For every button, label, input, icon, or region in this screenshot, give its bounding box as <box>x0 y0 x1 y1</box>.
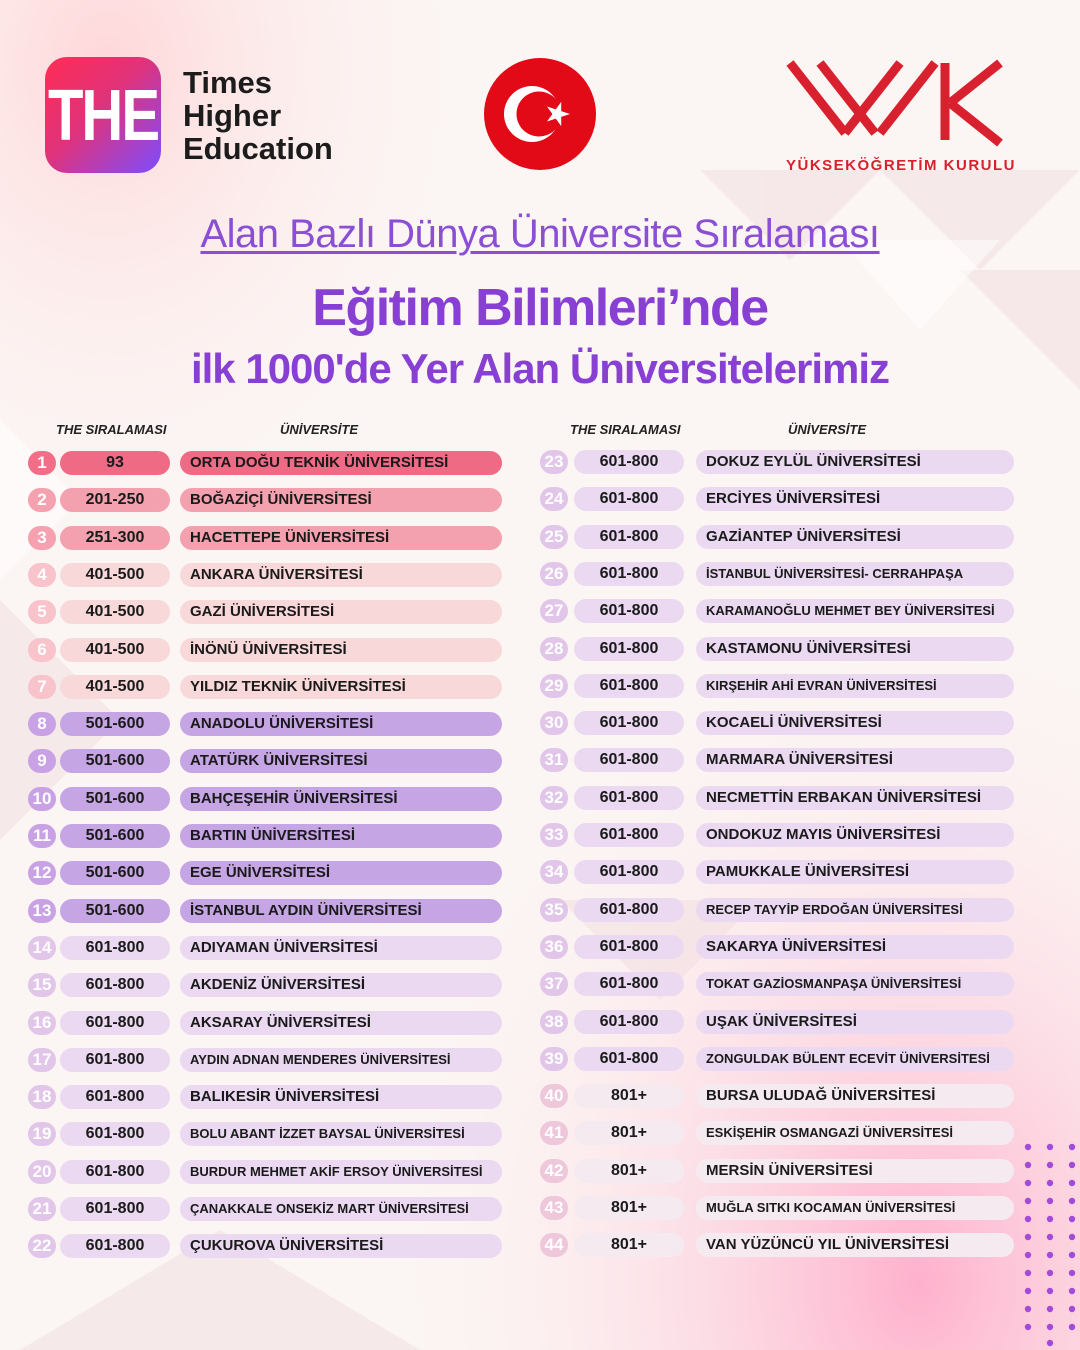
ranking-row <box>540 1233 1015 1257</box>
the-rank: 601-800 <box>574 860 684 884</box>
the-rank: 601-800 <box>574 786 684 810</box>
row-number: 5 <box>28 600 56 624</box>
ranking-row <box>540 748 1015 772</box>
the-rank: 601-800 <box>574 562 684 586</box>
university-name: MARMARA ÜNİVERSİTESİ <box>696 748 1014 772</box>
the-rank: 401-500 <box>60 600 170 624</box>
title-line-3: ilk 1000'de Yer Alan Üniversitelerimiz <box>190 345 890 392</box>
the-rank: 601-800 <box>60 936 170 960</box>
the-rank: 501-600 <box>60 749 170 773</box>
ranking-row <box>28 526 503 550</box>
ranking-row <box>540 562 1015 586</box>
university-name: MERSİN ÜNİVERSİTESİ <box>696 1159 1014 1183</box>
left-rank-header: THE SIRALAMASI <box>56 422 167 437</box>
university-name: HACETTEPE ÜNİVERSİTESİ <box>180 526 502 550</box>
turkish-flag-icon <box>484 58 596 170</box>
row-number: 11 <box>28 824 56 848</box>
the-rank: 601-800 <box>574 674 684 698</box>
university-name: AKSARAY ÜNİVERSİTESİ <box>180 1011 502 1035</box>
ranking-row <box>540 898 1015 922</box>
row-number: 42 <box>540 1159 568 1183</box>
row-number: 28 <box>540 637 568 661</box>
ranking-row <box>28 1122 503 1146</box>
ranking-row <box>28 861 503 885</box>
ranking-row <box>540 674 1015 698</box>
university-name: ORTA DOĞU TEKNİK ÜNİVERSİTESİ <box>180 451 502 475</box>
university-name: ATATÜRK ÜNİVERSİTESİ <box>180 749 502 773</box>
the-rank: 401-500 <box>60 675 170 699</box>
university-name: BOĞAZİÇİ ÜNİVERSİTESİ <box>180 488 502 512</box>
ranking-row <box>540 599 1015 623</box>
university-name: ÇANAKKALE ONSEKİZ MART ÜNİVERSİTESİ <box>180 1197 502 1221</box>
the-rank: 401-500 <box>60 563 170 587</box>
ranking-row <box>540 860 1015 884</box>
university-name: BARTIN ÜNİVERSİTESİ <box>180 824 502 848</box>
university-name: ZONGULDAK BÜLENT ECEVİT ÜNİVERSİTESİ <box>696 1047 1014 1071</box>
ranking-row <box>540 972 1015 996</box>
the-rank: 601-800 <box>60 1234 170 1258</box>
the-rank: 801+ <box>574 1159 684 1183</box>
row-number: 15 <box>28 973 56 997</box>
ranking-row <box>540 1159 1015 1183</box>
university-name: KASTAMONU ÜNİVERSİTESİ <box>696 637 1014 661</box>
ranking-row <box>540 1010 1015 1034</box>
university-name: BAHÇEŞEHİR ÜNİVERSİTESİ <box>180 787 502 811</box>
ranking-row <box>28 488 503 512</box>
row-number: 19 <box>28 1122 56 1146</box>
the-word-1: Times <box>183 65 273 100</box>
ranking-row <box>540 487 1015 511</box>
ranking-row <box>28 600 503 624</box>
ranking-row <box>28 1085 503 1109</box>
ranking-row <box>28 824 503 848</box>
university-name: AYDIN ADNAN MENDERES ÜNİVERSİTESİ <box>180 1048 502 1072</box>
university-name: ONDOKUZ MAYIS ÜNİVERSİTESİ <box>696 823 1014 847</box>
the-rank: 601-800 <box>574 711 684 735</box>
right-university-header: ÜNİVERSİTE <box>788 422 867 437</box>
the-word-3: Education <box>183 131 333 166</box>
the-logo <box>45 57 161 173</box>
row-number: 33 <box>540 823 568 847</box>
title-line-1: Alan Bazlı Dünya Üniversite Sıralaması <box>200 212 880 256</box>
row-number: 22 <box>28 1234 56 1258</box>
university-name: KARAMANOĞLU MEHMET BEY ÜNİVERSİTESİ <box>696 599 1014 623</box>
university-name: ERCİYES ÜNİVERSİTESİ <box>696 487 1014 511</box>
university-name: BURSA ULUDAĞ ÜNİVERSİTESİ <box>696 1084 1014 1108</box>
row-number: 2 <box>28 488 56 512</box>
the-rank: 601-800 <box>574 450 684 474</box>
university-name: ANADOLU ÜNİVERSİTESİ <box>180 712 502 736</box>
university-name: YILDIZ TEKNİK ÜNİVERSİTESİ <box>180 675 502 699</box>
row-number: 10 <box>28 787 56 811</box>
university-name: ANKARA ÜNİVERSİTESİ <box>180 563 502 587</box>
the-logo-text: THE <box>48 74 158 156</box>
yok-label: YÜKSEKÖĞRETİM KURULU <box>786 157 1017 174</box>
row-number: 20 <box>28 1160 56 1184</box>
row-number: 13 <box>28 899 56 923</box>
row-number: 29 <box>540 674 568 698</box>
the-word-2: Higher <box>183 98 282 133</box>
row-number: 4 <box>28 563 56 587</box>
the-rank: 801+ <box>574 1121 684 1145</box>
university-name: MUĞLA SITKI KOCAMAN ÜNİVERSİTESİ <box>696 1196 1014 1220</box>
the-rank: 601-800 <box>60 1122 170 1146</box>
row-number: 36 <box>540 935 568 959</box>
university-name: SAKARYA ÜNİVERSİTESİ <box>696 935 1014 959</box>
university-name: KIRŞEHİR AHİ EVRAN ÜNİVERSİTESİ <box>696 674 1014 698</box>
university-name: DOKUZ EYLÜL ÜNİVERSİTESİ <box>696 450 1014 474</box>
university-name: TOKAT GAZİOSMANPAŞA ÜNİVERSİTESİ <box>696 972 1014 996</box>
the-rank: 801+ <box>574 1084 684 1108</box>
ranking-row <box>28 1011 503 1035</box>
row-number: 43 <box>540 1196 568 1220</box>
row-number: 8 <box>28 712 56 736</box>
ranking-row <box>540 450 1015 474</box>
ranking-row <box>28 451 503 475</box>
row-number: 25 <box>540 525 568 549</box>
the-rank: 601-800 <box>574 637 684 661</box>
row-number: 38 <box>540 1010 568 1034</box>
the-rank: 601-800 <box>60 973 170 997</box>
university-name: AKDENİZ ÜNİVERSİTESİ <box>180 973 502 997</box>
university-name: RECEP TAYYİP ERDOĞAN ÜNİVERSİTESİ <box>696 898 1014 922</box>
ranking-row <box>540 935 1015 959</box>
university-name: İSTANBUL ÜNİVERSİTESİ- CERRAHPAŞA <box>696 562 1014 586</box>
the-wordmark <box>183 66 333 165</box>
university-name: GAZİ ÜNİVERSİTESİ <box>180 600 502 624</box>
university-name: ESKİŞEHİR OSMANGAZİ ÜNİVERSİTESİ <box>696 1121 1014 1145</box>
university-name: UŞAK ÜNİVERSİTESİ <box>696 1010 1014 1034</box>
row-number: 24 <box>540 487 568 511</box>
row-number: 35 <box>540 898 568 922</box>
university-name: VAN YÜZÜNCÜ YIL ÜNİVERSİTESİ <box>696 1233 1014 1257</box>
the-rank: 93 <box>60 451 170 475</box>
row-number: 34 <box>540 860 568 884</box>
row-number: 27 <box>540 599 568 623</box>
the-rank: 601-800 <box>574 898 684 922</box>
row-number: 16 <box>28 1011 56 1035</box>
row-number: 30 <box>540 711 568 735</box>
university-name: EGE ÜNİVERSİTESİ <box>180 861 502 885</box>
the-rank: 601-800 <box>60 1011 170 1035</box>
university-name: BOLU ABANT İZZET BAYSAL ÜNİVERSİTESİ <box>180 1122 502 1146</box>
the-rank: 401-500 <box>60 638 170 662</box>
row-number: 32 <box>540 786 568 810</box>
ranking-row <box>540 1121 1015 1145</box>
the-rank: 601-800 <box>574 1010 684 1034</box>
ranking-row <box>540 525 1015 549</box>
ranking-row <box>28 1234 503 1258</box>
the-rank: 801+ <box>574 1196 684 1220</box>
university-name: KOCAELİ ÜNİVERSİTESİ <box>696 711 1014 735</box>
ranking-row <box>28 936 503 960</box>
ranking-row <box>28 899 503 923</box>
university-name: ADIYAMAN ÜNİVERSİTESİ <box>180 936 502 960</box>
the-rank: 601-800 <box>574 1047 684 1071</box>
ranking-row <box>28 675 503 699</box>
row-number: 26 <box>540 562 568 586</box>
row-number: 21 <box>28 1197 56 1221</box>
row-number: 37 <box>540 972 568 996</box>
university-name: PAMUKKALE ÜNİVERSİTESİ <box>696 860 1014 884</box>
title-line-2: Eğitim Bilimleri’nde <box>312 279 768 337</box>
ranking-row <box>28 787 503 811</box>
university-name: BALIKESİR ÜNİVERSİTESİ <box>180 1085 502 1109</box>
the-rank: 601-800 <box>574 935 684 959</box>
ranking-row <box>540 711 1015 735</box>
row-number: 23 <box>540 450 568 474</box>
the-rank: 601-800 <box>574 823 684 847</box>
the-rank: 601-800 <box>60 1160 170 1184</box>
the-rank: 601-800 <box>60 1197 170 1221</box>
the-rank: 601-800 <box>574 748 684 772</box>
ranking-row <box>540 637 1015 661</box>
row-number: 44 <box>540 1233 568 1257</box>
ranking-row <box>28 638 503 662</box>
row-number: 6 <box>28 638 56 662</box>
the-rank: 501-600 <box>60 787 170 811</box>
the-rank: 601-800 <box>574 525 684 549</box>
row-number: 12 <box>28 861 56 885</box>
ranking-row <box>540 823 1015 847</box>
row-number: 40 <box>540 1084 568 1108</box>
ranking-row <box>28 712 503 736</box>
row-number: 1 <box>28 451 56 475</box>
university-name: NECMETTİN ERBAKAN ÜNİVERSİTESİ <box>696 786 1014 810</box>
row-number: 3 <box>28 526 56 550</box>
the-rank: 601-800 <box>574 487 684 511</box>
ranking-row <box>28 1160 503 1184</box>
the-rank: 601-800 <box>574 599 684 623</box>
row-number: 18 <box>28 1085 56 1109</box>
ranking-row <box>28 973 503 997</box>
the-rank: 251-300 <box>60 526 170 550</box>
ranking-row <box>540 1196 1015 1220</box>
ranking-row <box>540 1047 1015 1071</box>
the-rank: 201-250 <box>60 488 170 512</box>
row-number: 39 <box>540 1047 568 1071</box>
ranking-row <box>28 1197 503 1221</box>
row-number: 31 <box>540 748 568 772</box>
ranking-row <box>540 786 1015 810</box>
row-number: 9 <box>28 749 56 773</box>
university-name: ÇUKUROVA ÜNİVERSİTESİ <box>180 1234 502 1258</box>
row-number: 17 <box>28 1048 56 1072</box>
the-rank: 501-600 <box>60 824 170 848</box>
the-rank: 501-600 <box>60 861 170 885</box>
the-rank: 601-800 <box>60 1048 170 1072</box>
row-number: 14 <box>28 936 56 960</box>
row-number: 41 <box>540 1121 568 1145</box>
ranking-row <box>540 1084 1015 1108</box>
row-number: 7 <box>28 675 56 699</box>
ranking-row <box>28 563 503 587</box>
the-rank: 501-600 <box>60 899 170 923</box>
ranking-row <box>28 749 503 773</box>
university-name: İSTANBUL AYDIN ÜNİVERSİTESİ <box>180 899 502 923</box>
the-rank: 601-800 <box>574 972 684 996</box>
university-name: İNÖNÜ ÜNİVERSİTESİ <box>180 638 502 662</box>
the-rank: 801+ <box>574 1233 684 1257</box>
university-name: GAZİANTEP ÜNİVERSİTESİ <box>696 525 1014 549</box>
the-rank: 501-600 <box>60 712 170 736</box>
right-rank-header: THE SIRALAMASI <box>570 422 681 437</box>
ranking-row <box>28 1048 503 1072</box>
left-university-header: ÜNİVERSİTE <box>280 422 359 437</box>
university-name: BURDUR MEHMET AKİF ERSOY ÜNİVERSİTESİ <box>180 1160 502 1184</box>
the-rank: 601-800 <box>60 1085 170 1109</box>
